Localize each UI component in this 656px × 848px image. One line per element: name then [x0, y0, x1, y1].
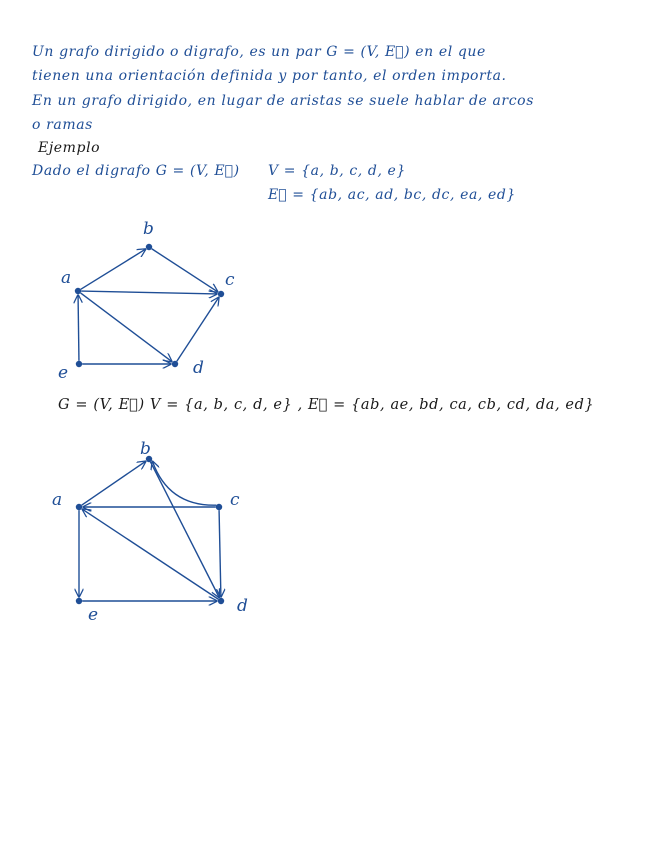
vertex-a — [76, 504, 82, 510]
arc-dc — [177, 298, 219, 362]
graph2-definition: G = (V, E⃗) V = {a, b, c, d, e} , E⃗ = {ab, ae, bd, ca, cb, cd, da, ed} — [58, 397, 595, 413]
digraph-1 — [58, 219, 235, 383]
arc-ac — [81, 291, 217, 294]
digraph-2 — [52, 439, 248, 625]
vertex-d — [218, 598, 224, 604]
vertex-label-a: a — [61, 268, 72, 288]
arc-ad — [81, 293, 172, 362]
arc-ab — [82, 461, 146, 505]
vertex-label-c: c — [230, 490, 240, 510]
example-heading: Ejemplo — [38, 140, 101, 156]
vertex-label-e: e — [58, 363, 69, 383]
arc-bc — [152, 249, 218, 292]
arc-ea — [78, 295, 79, 361]
example-arc-set: E⃗ = {ab, ac, ad, bc, dc, ea, ed} — [268, 187, 516, 203]
intro-line-4: o ramas — [32, 117, 93, 133]
vertex-c — [218, 291, 224, 297]
vertex-label-b: b — [143, 219, 154, 239]
vertex-d — [172, 361, 178, 367]
vertex-c — [216, 504, 222, 510]
arc-cd — [219, 510, 221, 597]
vertex-b — [146, 244, 152, 250]
intro-line-2: tienen una orientación definida y por tanto, el orden importa. — [32, 68, 507, 84]
vertex-a — [75, 288, 81, 294]
vertex-label-a: a — [52, 490, 63, 510]
arc-ab — [81, 249, 146, 289]
intro-line-3: En un grafo dirigido, en lugar de aristas se suele hablar de arcos — [32, 93, 534, 109]
vertex-label-c: c — [225, 270, 235, 290]
vertex-label-e: e — [88, 605, 99, 625]
example-definition: Dado el digrafo G = (V, E⃗) — [32, 163, 240, 179]
vertex-e — [76, 361, 82, 367]
vertex-e — [76, 598, 82, 604]
example-vertex-set: V = {a, b, c, d, e} — [268, 163, 406, 179]
vertex-label-b: b — [140, 439, 151, 459]
intro-line-1: Un grafo dirigido o digrafo, es un par G = (V, E⃗) en el que — [32, 44, 486, 60]
vertex-label-d: d — [237, 596, 248, 616]
vertex-label-d: d — [193, 358, 204, 378]
